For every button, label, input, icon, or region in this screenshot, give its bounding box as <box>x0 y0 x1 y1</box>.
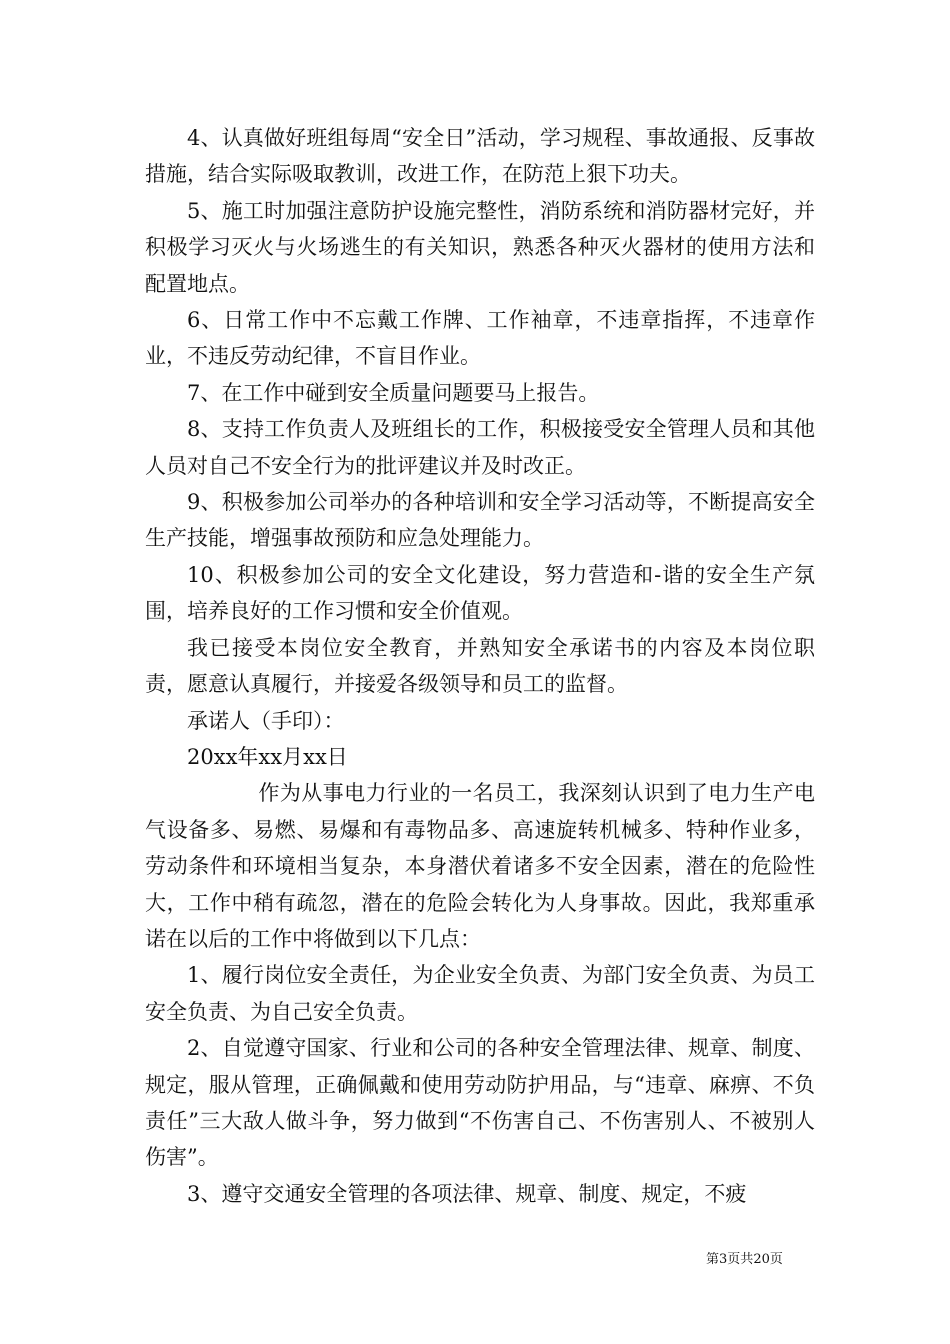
footer-current-page: 3 <box>719 1252 728 1267</box>
footer-total-pages: 20 <box>753 1252 770 1267</box>
paragraph-item-1: 1、履行岗位安全责任，为企业安全负责、为部门安全负责、为员工安全负责、为自己安全负责。 <box>145 963 815 1024</box>
paragraph-item-2: 2、自觉遵守国家、行业和公司的各种安全管理法律、规章、制度、规定，服从管理，正确佩戴和使用劳动防护用品，与“违章、麻痹、不负责任”三大敌人做斗争，努力做到“不伤害自己、不伤害别人、不被别人伤害”。 <box>145 1036 815 1170</box>
footer-suffix: 页 <box>769 1252 783 1267</box>
paragraph-item-7: 7、在工作中碰到安全质量问题要马上报告。 <box>187 380 600 405</box>
paragraph-item-10: 10、积极参加公司的安全文化建设，努力营造和-谐的安全生产氛围，培养良好的工作习惯和安全价值观。 <box>145 562 815 624</box>
paragraph-item-9: 9、积极参加公司举办的各种培训和安全学习活动等，不断提高安全生产技能，增强事故预防和应急处理能力。 <box>145 490 815 551</box>
paragraph-item-5: 5、施工时加强注意防护设施完整性，消防系统和消防器材完好，并积极学习灭火与火场逃生的有关知识，熟悉各种灭火器材的使用方法和配置地点。 <box>145 198 815 296</box>
paragraph-item-4: 4、认真做好班组每周“安全日”活动，学习规程、事故通报、反事故措施，结合实际吸取教训，改进工作，在防范上狠下功夫。 <box>145 126 815 187</box>
footer-prefix: 第 <box>706 1252 720 1267</box>
paragraph-item-3: 3、遵守交通安全管理的各项法律、规章、制度、规定，不疲 <box>187 1181 747 1206</box>
second-pledge-intro: 作为从事电力行业的一名员工，我深刻认识到了电力生产电气设备多、易燃、易爆和有毒物品多、高速旋转机械多、特种作业多，劳动条件和环境相当复杂，本身潜伏着诸多不安全因素，潜在的危险性大，工作中稍有疏忽，潜在的危险会转化为人身事故。因此，我郑重承诺在以后的工作中将做到以下几点： <box>145 781 815 951</box>
pledge-date: 20xx年xx月xx日 <box>187 744 348 769</box>
footer-middle: 页共 <box>727 1252 754 1267</box>
document-body <box>145 120 815 1212</box>
paragraph-item-6: 6、日常工作中不忘戴工作牌、工作袖章，不违章指挥，不违章作业，不违反劳动纪律，不盲目作业。 <box>145 308 815 369</box>
paragraph-item-8: 8、支持工作负责人及班组长的工作，积极接受安全管理人员和其他人员对自己不安全行为的批评建议并及时改正。 <box>145 417 815 478</box>
pledger-signature-line: 承诺人（手印）： <box>187 708 345 733</box>
pledge-statement: 我已接受本岗位安全教育，并熟知安全承诺书的内容及本岗位职责，愿意认真履行，并接爱各级领导和员工的监督。 <box>145 635 815 697</box>
page-footer <box>706 1248 783 1267</box>
